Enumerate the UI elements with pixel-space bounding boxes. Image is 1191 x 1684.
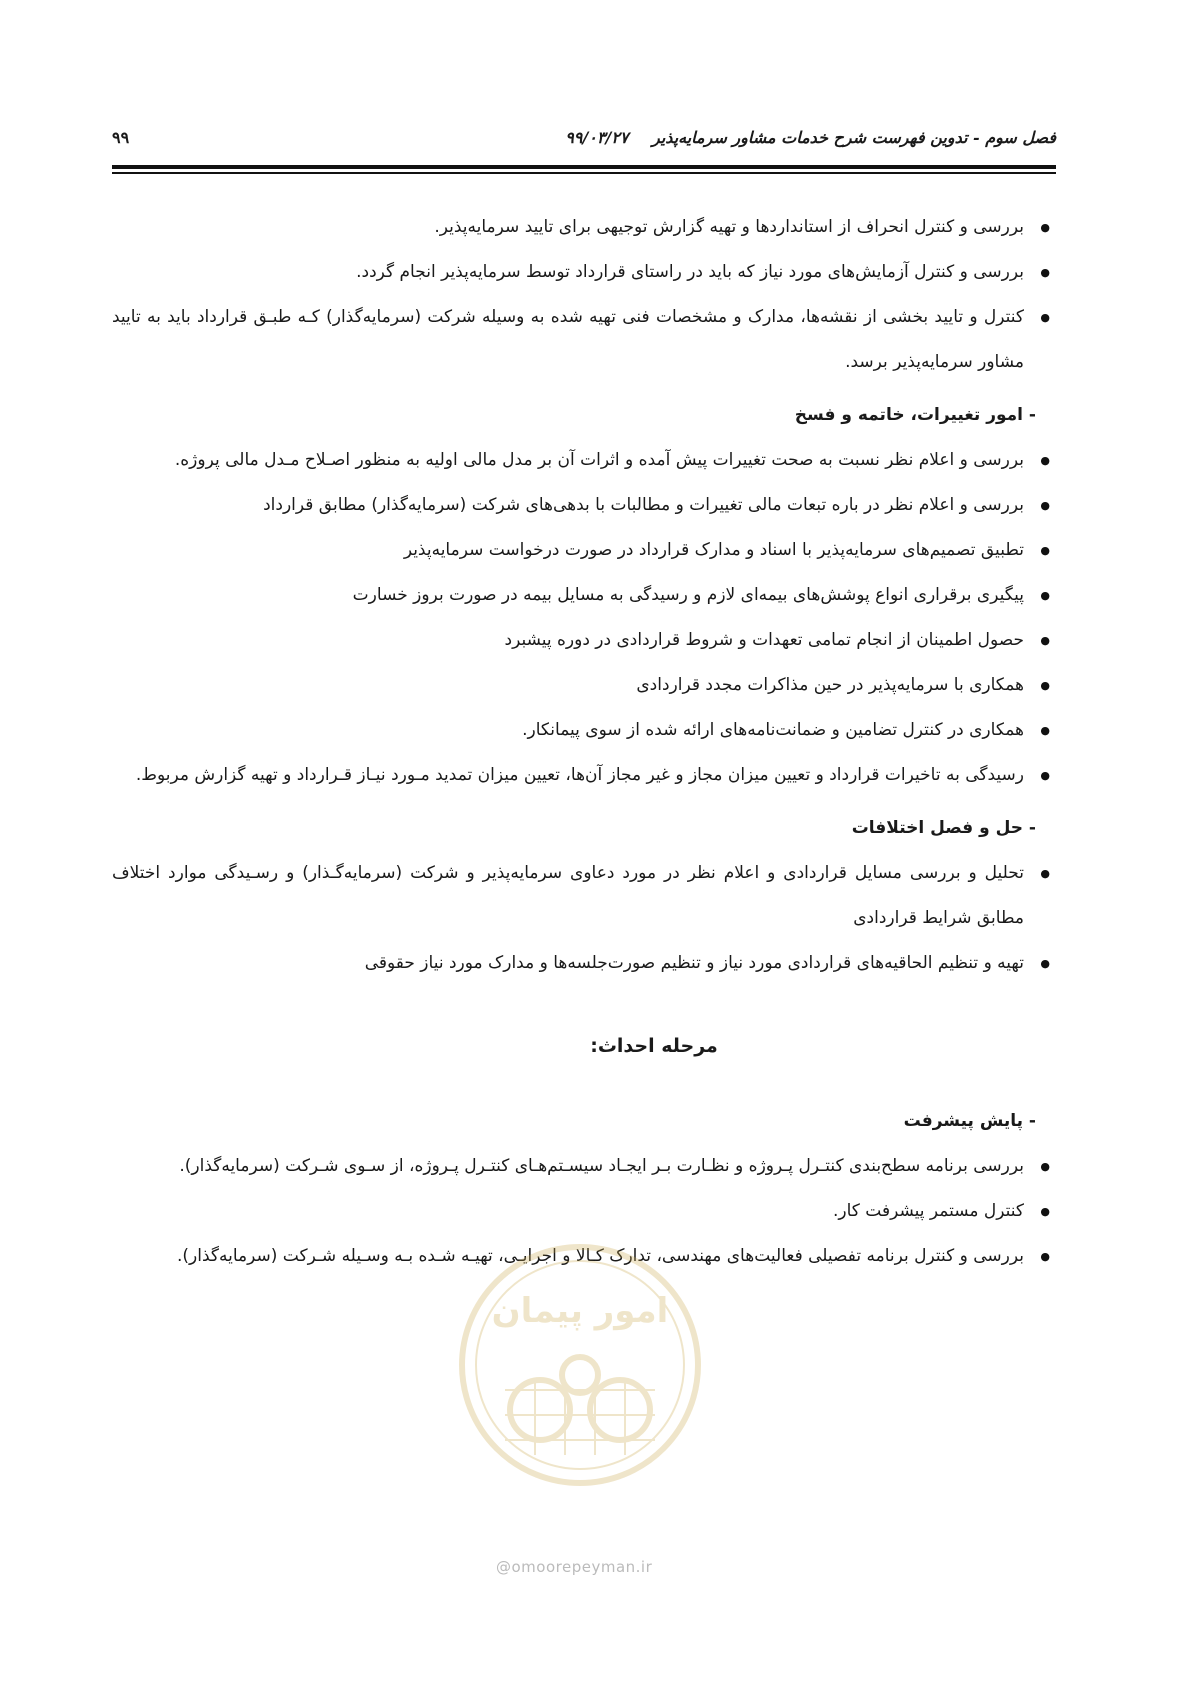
section-heading-progress: - پایش پیشرفت [903, 1111, 1036, 1131]
list-item: ● بررسی و کنترل آزمایش‌های مورد نیاز که باید در راستای قرارداد توسط سرمایه‌پذیر انجام گردد. [112, 250, 1056, 295]
section3-list [112, 851, 1056, 986]
section-heading-disputes: - حل و فصل اختلافات [851, 818, 1036, 838]
list-item: ● بررسی برنامه سطح‌بندی کنتـرل پـروژه و نظـارت بـر ایجـاد سیسـتم‌هـای کنتـرل پـروژه، از سـوی شـرکت (سرمایه‌گذار). [112, 1144, 1056, 1189]
list-item: ● بررسی و اعلام نظر نسبت به صحت تغییرات پیش آمده و اثرات آن بر مدل مالی اولیه به منظور اصـلاح مـدل مالی پروژه. [112, 438, 1056, 483]
list-item: ● کنترل مستمر پیشرفت کار. [112, 1189, 1056, 1234]
header-rule-thin [112, 172, 1056, 174]
header-rule-thick [112, 165, 1056, 169]
list-item: ● حصول اطمینان از انجام تمامی تعهدات و شروط قراردادی در دوره پیشبرد [112, 618, 1056, 663]
list-item: ● پیگیری برقراری انواع پوشش‌های بیمه‌ای لازم و رسیدگی به مسایل بیمه در صورت بروز خسارت [112, 573, 1056, 618]
list-item: ● تطبیق تصمیم‌های سرمایه‌پذیر با اسناد و مدارک قرارداد در صورت درخواست سرمایه‌پذیر [112, 528, 1056, 573]
list-item: ● رسیدگی به تاخیرات قرارداد و تعیین میزان مجاز و غیر مجاز آن‌ها، تعیین میزان تمدید مـورد نیـاز قـرارداد و تهیه گزارش مربوط. [112, 753, 1056, 798]
list-item: ● بررسی و کنترل برنامه تفصیلی فعالیت‌های مهندسی، تدارک کـالا و اجرایـی، تهیـه شـده بـه وسـیله شـرکت (سرمایه‌گذار). [112, 1234, 1056, 1279]
section-heading-changes: - امور تغییرات، خاتمه و فسخ [794, 405, 1036, 425]
page-header [112, 128, 1056, 152]
document-body [112, 205, 1056, 1279]
watermark-logo-text: امور پیمان [491, 1291, 669, 1331]
section1-list [112, 205, 1056, 385]
page-number: ۹۹ [112, 128, 130, 147]
chapter-title-text: فصل سوم - تدوین فهرست شرح خدمات مشاور سرمایه‌پذیر [652, 128, 1056, 147]
list-item: ● تهیه و تنظیم الحاقیه‌های قراردادی مورد نیاز و تنظیم صورت‌جلسه‌ها و مدارک مورد نیاز حقوقی [112, 941, 1056, 986]
section2-list [112, 438, 1056, 798]
phase-title: مرحله احداث: [590, 1035, 718, 1057]
list-item: ● همکاری با سرمایه‌پذیر در حین مذاکرات مجدد قراردادی [112, 663, 1056, 708]
list-item: ● بررسی و کنترل انحراف از استانداردها و تهیه گزارش توجیهی برای تایید سرمایه‌پذیر. [112, 205, 1056, 250]
list-item: ● کنترل و تایید بخشی از نقشه‌ها، مدارک و مشخصات فنی تهیه شده به وسیله شرکت (سرمایه‌گذار) کـه طبـق قرارداد باید به تایید مشاور سرمایه‌پذیر برسد. [112, 295, 1056, 385]
header-date: ۹۹/۰۳/۲۷ [565, 128, 629, 147]
chapter-title [565, 128, 1056, 147]
list-item: ● تحلیل و بررسی مسایل قراردادی و اعلام نظر در مورد دعاوی سرمایه‌پذیر و شرکت (سرمایه‌گـذار) و رسـیدگی موارد اختلاف مطابق شرایط قراردادی [112, 851, 1056, 941]
watermark-url: @omoorepeyman.ir [496, 1558, 653, 1576]
list-item: ● همکاری در کنترل تضامین و ضمانت‌نامه‌های ارائه شده از سوی پیمانکار. [112, 708, 1056, 753]
list-item: ● بررسی و اعلام نظر در باره تبعات مالی تغییرات و مطالبات با بدهی‌های شرکت (سرمایه‌گذار) مطابق قرارداد [112, 483, 1056, 528]
section4-list [112, 1144, 1056, 1279]
